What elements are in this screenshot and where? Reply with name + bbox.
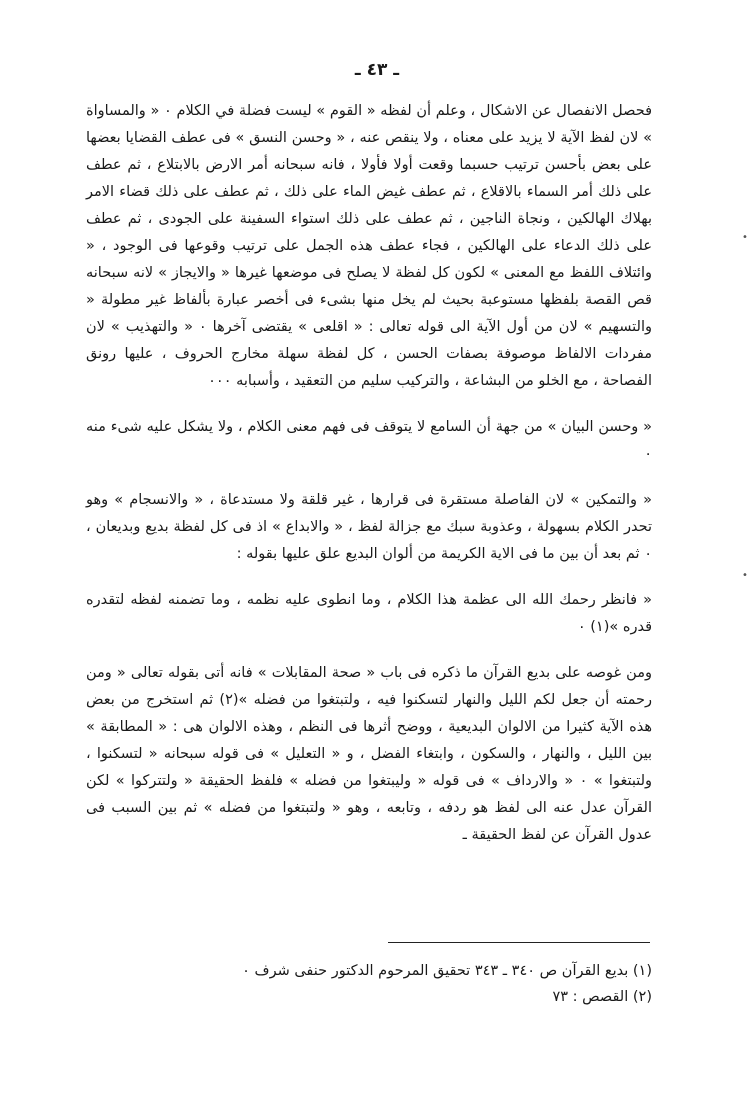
paragraph: « وحسن البيان » من جهة أن السامع لا يتوقف فى فهم معنى الكلام ، ولا يشكل عليه شىء منه ٠ — [86, 419, 652, 462]
main-text — [86, 98, 652, 849]
paragraph: « فانظر رحمك الله الى عظمة هذا الكلام ، وما انطوى عليه نظمه ، وما تضمنه لفظه لتقدره قدره »(١) ٠ — [86, 592, 652, 635]
paragraph: فحصل الانفصال عن الاشكال ، وعلم أن لفظه « القوم » ليست فضلة في الكلام ٠ « والمساواة » لان لفظ الآية لا يزيد على معناه ، ولا ينقص عنه ، « وحسن النسق » فى عطف القضايا بعضها على بعض بأحسن ترتيب حسبما وقعت أولا فأولا ، فانه سبحانه أمر الارض بالابتلاع ، ثم عطف على ذلك أمر السماء بالاقلاع ، ثم عطف غيض الماء على ذلك ، ثم عطف على ذلك قضاء الامر بهلاك الهالكين ، ونجاة الناجين ، ثم عطف على ذلك استواء السفينة على الجودى ، ثم عطف على ذلك الدعاء على الهالكين ، فجاء عطف هذه الجمل على ترتيب وقوعها فى الوجود ، « وائتلاف اللفظ مع المعنى » لكون كل لفظة لا يصلح فى موضعها غيرها « والايجاز » لانه سبحانه قص القصة بلفظها مستوعبة بحيث لم يخل منها بشىء فى أخصر عبارة بألفاظ غير مطولة « والتسهيم » لان من أول الآية الى قوله تعالى : « اقلعى » يقتضى آخرها ٠ « والتهذيب » لان مفردات الالفاظ موصوفة بصفات الحسن ، كل لفظة سهلة مخارج الحروف ، عليها رونق الفصاحة ، مع الخلو من البشاعة ، والتركيب سليم من التعقيد ، وأسبابه ٠٠٠ — [86, 103, 652, 389]
footnote: (١) بديع القرآن ص ٣٤٠ ـ ٣٤٣ تحقيق المرحوم الدكتور حنفى شرف ٠ — [242, 963, 652, 979]
footnote: (٢) القصص : ٧٣ — [552, 989, 652, 1005]
footnotes — [86, 958, 652, 1010]
page-number: ـ ٤٣ ـ — [354, 60, 400, 80]
footnote-separator — [388, 942, 650, 943]
paragraph: ومن غوصه على بديع القرآن ما ذكره فى باب « صحة المقابلات » فانه أتى بقوله تعالى « ومن رحمته أن جعل لكم الليل والنهار لتسكنوا فيه ، ولتبتغوا من فضله »(٢) ثم استخرج من بعض هذه الآية كثيرا من الالوان البديعية ، ووضح أثرها فى النظم ، وهذه الالوان هى : « المطابقة » بين الليل ، والنهار ، والسكون ، وابتغاء الفضل ، و « التعليل » فى قوله سبحانه « لتسكنوا ، ولتبتغوا » ٠ « والارداف » فى قوله « وليبتغوا من فضله » فلفظ الحقيقة « ولتتركوا » لكن القرآن عدل عنه الى لفظ هو ردفه ، وتابعه ، وهو « ولتبتغوا من فضله » ثم بين السبب فى عدول القرآن عن لفظ الحقيقة ـ — [86, 665, 652, 843]
scan-artifact: • — [742, 232, 748, 243]
paragraph: « والتمكين » لان الفاصلة مستقرة فى قرارها ، غير قلقة ولا مستدعاة ، « والانسجام » وهو تحدر الكلام بسهولة ، وعذوبة سبك مع جزالة لفظ ، « والابداع » اذ فى كل لفظة بديع وبديعان ، ٠ ثم بعد أن بين ما فى الاية الكريمة من ألوان البديع علق عليها بقوله : — [86, 492, 652, 562]
scan-artifact: • — [742, 570, 748, 581]
